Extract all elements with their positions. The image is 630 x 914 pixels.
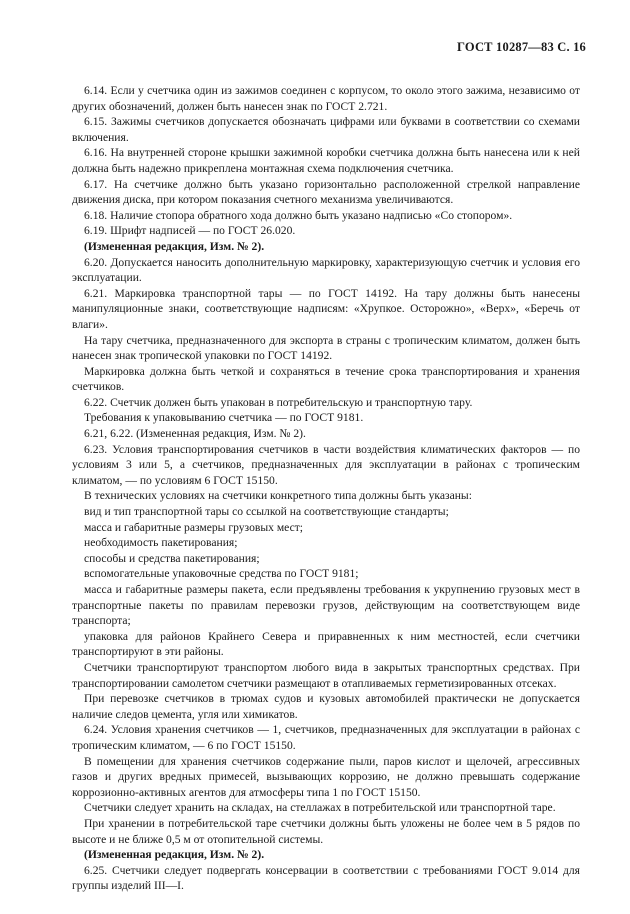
paragraph: При хранении в потребительской таре счетчики должны быть уложены не более чем в 5 рядов по высоте и не ближе 0,5 м от отопительной системы.: [72, 816, 580, 846]
paragraph: Счетчики транспортируют транспортом любого вида в закрытых транспортных средствах. При транспортировании самолетом счетчики размещают в отапливаемых герметизированных отсеках.: [72, 660, 580, 690]
paragraph: Требования к упаковыванию счетчика — по ГОСТ 9181.: [84, 411, 364, 425]
paragraph: 6.20. Допускается наносить дополнительную маркировку, характеризующую счетчик и условия его эксплуатации.: [72, 255, 580, 285]
document-body: [72, 83, 580, 894]
paragraph: вспомогательные упаковочные средства по ГОСТ 9181;: [84, 567, 359, 581]
paragraph: 6.19. Шрифт надписей — по ГОСТ 26.020.: [84, 224, 296, 238]
paragraph: упаковка для районов Крайнего Севера и приравненных к ним местностей, если счетчики транспортируют в эти районы.: [72, 629, 580, 659]
paragraph: Маркировка должна быть четкой и сохраняться в течение срока транспортирования и хранения счетчиков.: [72, 364, 580, 394]
paragraph: 6.18. Наличие стопора обратного хода должно быть указано надписью «Со стопором».: [84, 208, 513, 222]
paragraph: 6.23. Условия транспортирования счетчиков в части воздействия климатических факторов — по условиям 3 или 5, а счетчиков, предназначенных для эксплуатации в районах с тропическим климатом, — по условиям 6 ГОСТ 15150.: [72, 442, 580, 487]
paragraph: 6.24. Условия хранения счетчиков — 1, счетчиков, предназначенных для эксплуатации в районах с тропическим климатом, — 6 по ГОСТ 15150.: [72, 723, 580, 752]
paragraph: способы и средства пакетирования;: [84, 551, 260, 565]
paragraph: масса и габаритные размеры пакета, если предъявлены требования к укрупнению грузовых мест в транспортные пакеты по правилам перевозки грузов, действующим на соответствующем виде транспорта;: [72, 583, 580, 628]
paragraph: Счетчики следует хранить на складах, на стеллажах в потребительской или транспортной таре.: [84, 801, 556, 815]
paragraph: В помещении для хранения счетчиков содержание пыли, паров кислот и щелочей, агрессивных газов и других вредных примесей, вызывающих коррозию, не должно превышать содержание коррозионно-активных агентов для атмосферы типа 1 по ГОСТ 15150.: [72, 754, 580, 799]
paragraph: вид и тип транспортной тары со ссылкой на соответствующие стандарты;: [84, 505, 449, 519]
paragraph: 6.16. На внутренней стороне крышки зажимной коробки счетчика должна быть нанесена или к ней должна быть надежно прикреплена монтажная схема подключения счетчика.: [72, 146, 580, 175]
paragraph: масса и габаритные размеры грузовых мест;: [84, 520, 304, 534]
paragraph: (Измененная редакция, Изм. № 2).: [84, 848, 265, 862]
paragraph: При перевозке счетчиков в трюмах судов и кузовых автомобилей практически не допускается наличие следов цемента, угля или химикатов.: [72, 692, 580, 721]
paragraph: необходимость пакетирования;: [84, 536, 238, 550]
paragraph: 6.22. Счетчик должен быть упакован в потребительскую и транспортную тару.: [84, 395, 473, 409]
paragraph: (Измененная редакция, Изм. № 2).: [84, 239, 265, 253]
page-header: ГОСТ 10287—83 С. 16: [457, 40, 586, 54]
paragraph: 6.15. Зажимы счетчиков допускается обозначать цифрами или буквами в соответствии со схемами включения.: [72, 115, 580, 144]
paragraph: 6.14. Если у счетчика один из зажимов соединен с корпусом, то около этого зажима, независимо от других обозначений, должен быть нанесен знак по ГОСТ 2.721.: [72, 84, 580, 113]
paragraph: На тару счетчика, предназначенного для экспорта в страны с тропическим климатом, должен быть нанесен знак тропической упаковки по ГОСТ 14192.: [72, 333, 580, 363]
paragraph: В технических условиях на счетчики конкретного типа должны быть указаны:: [84, 489, 472, 503]
paragraph: 6.21. Маркировка транспортной тары — по ГОСТ 14192. На тару должны быть нанесены манипуляционные знаки, соответствующие надписям: «Хрупкое. Осторожно», «Верх», «Беречь от влаги».: [72, 286, 580, 331]
paragraph: 6.17. На счетчике должно быть указано горизонтально расположенной стрелкой направление движения диска, при котором показания счетного механизма увеличиваются.: [72, 177, 580, 207]
paragraph: 6.25. Счетчики следует подвергать консервации в соответствии с требованиями ГОСТ 9.014 для группы изделий III—I.: [72, 863, 580, 893]
paragraph: 6.21, 6.22. (Измененная редакция, Изм. № 2).: [84, 427, 306, 441]
